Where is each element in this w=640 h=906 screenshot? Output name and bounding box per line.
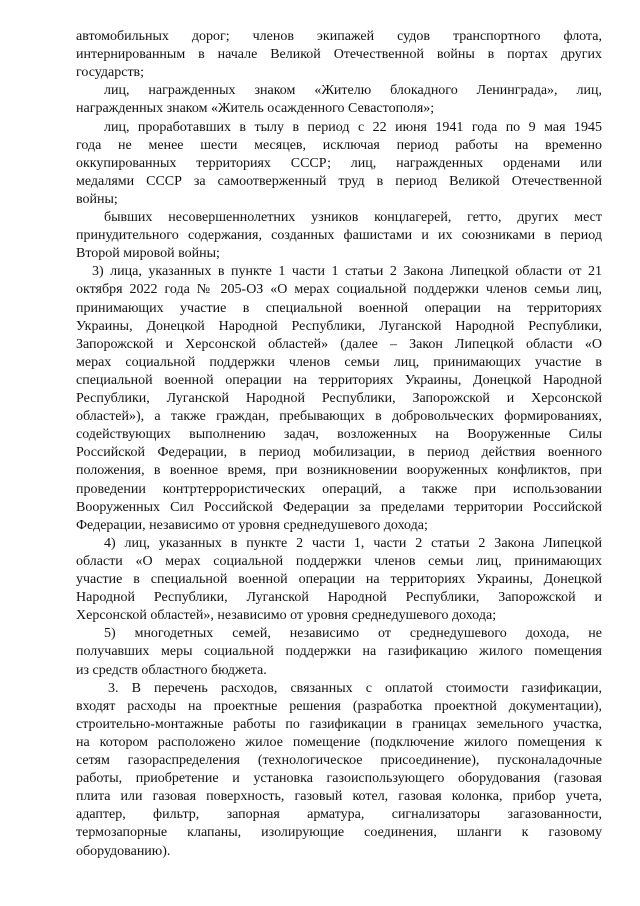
text-line: лиц, награжденных знаком «Жителю блокадного Ленинграда», лиц, <box>104 83 602 98</box>
text-line: Народной Республики, Луганской Народной Республики, Запорожской и <box>76 590 602 605</box>
text-line: 4) лиц, указанных в пункте 2 части 1, части 2 статьи 2 Закона Липецкой <box>104 536 602 551</box>
text-line: бывших несовершеннолетних узников концлагерей, гетто, других мест <box>104 210 602 225</box>
text-line: Российской Федерации, в период мобилизации, в период действия военного <box>76 445 602 460</box>
text-line: на котором расположено жилое помещение (подключение жилого помещения к <box>76 735 602 750</box>
text-line: работы, приобретение и установка газоиспользующего оборудования (газовая <box>76 771 602 786</box>
text-line: положения, в военное время, при возникновении вооруженных конфликтов, при <box>76 463 602 478</box>
text-line: областей»), а также граждан, пребывающих в добровольческих формированиях, <box>76 409 602 424</box>
text-line: оккупированных территориях СССР; лиц, награжденных орденами или <box>76 156 602 171</box>
text-line: содействующих выполнению задач, возложенных на Вооруженные Силы <box>76 427 602 442</box>
text-line: награжденных знаком «Житель осажденного Севастополя»; <box>76 101 435 116</box>
text-line: войны; <box>76 192 118 207</box>
text-line: медалями СССР за самоотверженный труд в период Великой Отечественной <box>76 174 602 189</box>
text-line: проведении контртеррористических операций, а также при использовании <box>76 482 602 497</box>
text-line: участие в специальной военной операции на территориях Украины, Донецкой <box>76 572 602 587</box>
text-line: получавших меры социальной поддержки на газификацию жилого помещения <box>76 644 602 659</box>
text-line: оборудованию). <box>76 844 171 859</box>
text-line: принимающих участие в специальной военной операции на территориях <box>76 301 602 316</box>
text-line: плита или газовая поверхность, газовый котел, газовая колонка, прибор учета, <box>76 789 602 804</box>
text-line: интернированным в начале Великой Отечественной войны в портах других <box>76 47 602 62</box>
text-line: Федерации, независимо от уровня среднедушевого дохода; <box>76 518 428 533</box>
text-line: Запорожской и Херсонской областей» (далее – Закон Липецкой области «О <box>76 337 602 352</box>
text-line: из средств областного бюджета. <box>76 663 267 678</box>
text-line: Украины, Донецкой Народной Республики, Луганской Народной Республики, <box>76 319 602 334</box>
text-line: адаптер, фильтр, запорная арматура, сигнализаторы загазованности, <box>76 807 602 822</box>
text-line: октября 2022 года № 205-ОЗ «О мерах социальной поддержки членов семьи лиц, <box>76 282 602 297</box>
text-line: государств; <box>76 65 145 80</box>
text-line: Второй мировой войны; <box>76 246 220 261</box>
text-line: сетям газораспределения (технологическое присоединение), пусконаладочные <box>76 753 602 768</box>
text-line: входят расходы на проектные решения (разработка проектной документации), <box>76 699 602 714</box>
text-line: лиц, проработавших в тылу в период с 22 июня 1941 года по 9 мая 1945 <box>104 120 602 135</box>
text-line: термозапорные клапаны, изолирующие соединения, шланги к газовому <box>76 825 602 840</box>
text-line: 3) лица, указанных в пункте 1 части 1 статьи 2 Закона Липецкой области от 21 <box>92 264 602 279</box>
text-line: 3. В перечень расходов, связанных с оплатой стоимости газификации, <box>108 681 602 696</box>
text-line: года не менее шести месяцев, исключая период работы на временно <box>76 138 602 153</box>
text-line: 5) многодетных семей, независимо от среднедушевого дохода, не <box>104 626 602 641</box>
text-line: Республики, Луганской Народной Республики, Запорожской и Херсонской <box>76 391 602 406</box>
text-line: специальной военной операции на территориях Украины, Донецкой Народной <box>76 373 602 388</box>
text-line: Херсонской областей», независимо от уровня среднедушевого дохода; <box>76 608 497 623</box>
text-line: Вооруженных Сил Российской Федерации за пределами территории Российской <box>76 500 602 515</box>
text-line: принудительного содержания, созданных фашистами и их союзниками в период <box>76 228 602 243</box>
text-line: строительно-монтажные работы по газификации в границах земельного участка, <box>76 717 602 732</box>
text-line: автомобильных дорог; членов экипажей судов транспортного флота, <box>76 29 602 44</box>
text-line: мерах социальной поддержки членов семьи лиц, принимающих участие в <box>76 355 602 370</box>
text-line: области «О мерах социальной поддержки членов семьи лиц, принимающих <box>76 554 602 569</box>
